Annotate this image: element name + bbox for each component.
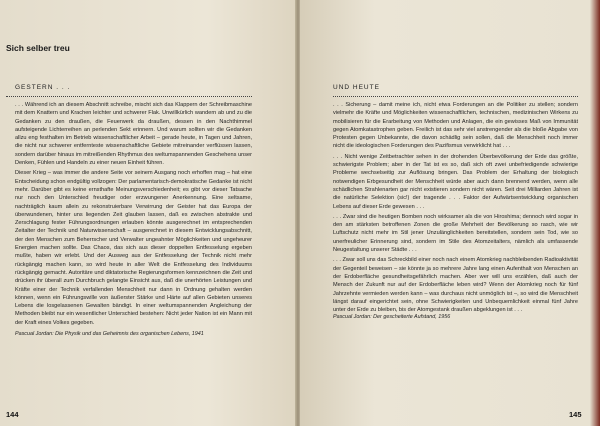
- paragraph: . . . Zwar sind die heutigen Bomben noch wirksamer als die von Hiroshima; dennoch wird sogar in den am stärksten betroffenen Zonen die große Mehrheit der Bevölkerung so rasch, wie wir Luftschutz nicht mehr im Stil jener Unzulänglichkeiten bereitstellen, sondern sein Tod, wie so unerfreulicher Erinnerung sind, sondern im Stile des Atomzeitalters, nämlich als umfassende Neugestaltung unserer Städte . . .: [333, 213, 578, 254]
- paragraph: . . . Nicht wenige Zeitbetrachter sehen in der drohenden Überbevölkerung der Erde das größte, schwierigste Problem; aber in der Tat ist es so, daß sich oft zwei unbefriedigende schwierige Probleme wechselseitig zur Auflösung bringen. Das Problem der Erhaltung der biologisch notwendigen Erbgesundheit der Menschheit würde aber auch dann brennend werden, wenn alle schädlichen Strahlenarten gar nicht existieren sondern nicht wären. Seit drei Milliarden Jahren ist die natürliche Selektion (sic!) der tragende . . . Faktor der Aufwärtsentwicklung organischen Lebens auf dieser Erde gewesen . . .: [333, 153, 578, 210]
- left-body-text: [15, 101, 252, 338]
- right-page: [300, 0, 600, 426]
- chapter-title: Sich selber treu: [6, 43, 70, 53]
- left-page: [0, 0, 296, 426]
- source-citation: Pascual Jordan: Der gescheiterte Aufstand, 1956: [333, 314, 451, 320]
- paragraph: . . . Zwar soll uns das Schreckbild einer noch nach einem Atomkrieg nachbleibenden Radioaktivität der Gegenteil beweisen – sie könnte ja so mehrere Jahre lang einen Aufenthalt von Menschen an der Erdoberfläche gesundheitsgefährlich machen. Aber wer will uns erzählen, daß auch der Mensch der Zukunft nur auf der Erdoberfläche leben wird? Wenn der Atomkrieg noch für fünf Jahrzehnte vermieden werden kann – was durchaus nicht unmöglich ist –, so wird die Menschheit längst darauf eingerichtet sein, ohne Schwierigkeiten und Unbequemlichkeit einmal fünf Jahre unter der Erde zu bleiben, bis der Atomgestank draußen abgeklungen ist . . .: [333, 257, 578, 314]
- section-divider: [333, 96, 578, 97]
- paragraph: Dieser Krieg – was immer die andere Seite vor seinem Ausgang noch erhoffen mag – hat eine Entscheidung schon endgültig vollzogen: Der parlamentarisch-demokratische Gedanke ist nicht mehr. Darüber gibt es keine ernsthafte Meinungsverschiedenheit; es gibt vor dieser Tatsache nur noch den Unterschied freudiger oder erzwungener Anerkennung. Eine seltsame, nachträglich kaum allein zu rekonstruierbare Verwirrung der Geister hat das Europa der überwundenen, hinter uns liegenden Zeit glauben lassen, daß es zwischen abstrakte und Zerschlagung fester Führungsordnungen erlauben könnte ausgerechnet im entsprechenden Zeitalter der Technik und Naturwissenschaft – ausgerechnet in diesem Entwicklungsabschnitt, der den Menschen zum Beherrscher und Verwalter ungeahnter Möglichkeiten und ungeheurer Energien machen sollte. Das Chaos, das sich aus dieser doppelten Entfesselung ergeben mußte, haben wir erlebt. Und der Ausweg aus der Entfesselung der Technik nicht mehr rückgängig machen kann, so wird heute in aller Welt die Entfesselung des Individuums rückgängig gemacht. Autoritäre und diktatorische Regierungsformen kennzeichnen die Zeit und drücken ihr überall zum Durchbruch gelangte Einsicht aus, daß die unerhörten Leistungen und Kräfte einer der Technik verfallenden Menschheit nur dann in Ordnung gehalten werden können, wenn ein Führungswille von äußerster Stärke und Härte auf allen Gebieten unseres Lebens die losgelassenen Gewalten bändigt. In einer weltumspannenden Angleichung der Methoden bleibt nur ein wesentlicher Unterschied bestehen: Nicht jeder Nation ist ein Mann mit der Kraft eines Volkes gegeben.: [15, 170, 252, 326]
- paragraph: . . . Sicherung – damit meine ich, nicht etwa Forderungen an die Politiker zu stellen; sondern vielmehr die Kräfte und Möglichkeiten wissenschaftlichen, technischen, medizinischen Wirkens zu mobilisieren für die Erarbeitung von Methoden und Anlagen, die ein gewisses Maß von Immunität gegen Atomkatastrophen geben. Freilich ist das sehr viel anstrengender als die bloße Abgabe von Protesten gegen Unbekannte, die davon schädlig sein sollen, daß die Menschheit noch immer nicht die ideologischen Forderungen des Pazifismus verwirklicht hat . . .: [333, 102, 578, 150]
- right-body-text: [333, 101, 578, 316]
- section-title-gestern: GESTERN . . .: [15, 84, 71, 91]
- section-title-heute: UND HEUTE: [333, 84, 380, 91]
- section-divider: [6, 96, 252, 97]
- paragraph: . . . Während ich an diesem Abschnitt schreibe, mischt sich das Klappern der Schreibmaschine mit dem Knattern und Krachen leichter und schwerer Flak. Unwillkürlich wandern ab und zu die Gedanken zu den draußen, die Feuerwerk da draußen, dessen in den Nachthimmel aufsteigende Lichterreihen an perlenden Sekt erinnern. Und warum sollten wir die Gedanken allzu eng festhalten im Betrieb wissenschaftlicher Arbeit – gerade heute, in Tagen und Jahren, die nicht nur schwerer entfernteste wissenschaftliche Gebiete mitreinander verflüssen lassen, sondern darüber hinaus im mitreißenden Rhythmus des weltumspannenden Geschehens unser Denken, Fühlen und Handeln zu einer neuen Einheit führen.: [15, 102, 252, 167]
- cover-edge: [590, 0, 600, 426]
- page-number: 145: [569, 410, 582, 419]
- page-number: 144: [6, 410, 19, 419]
- source-citation: Pascual Jordan: Die Physik und das Geheimnis des organischen Lebens, 1941: [15, 331, 204, 338]
